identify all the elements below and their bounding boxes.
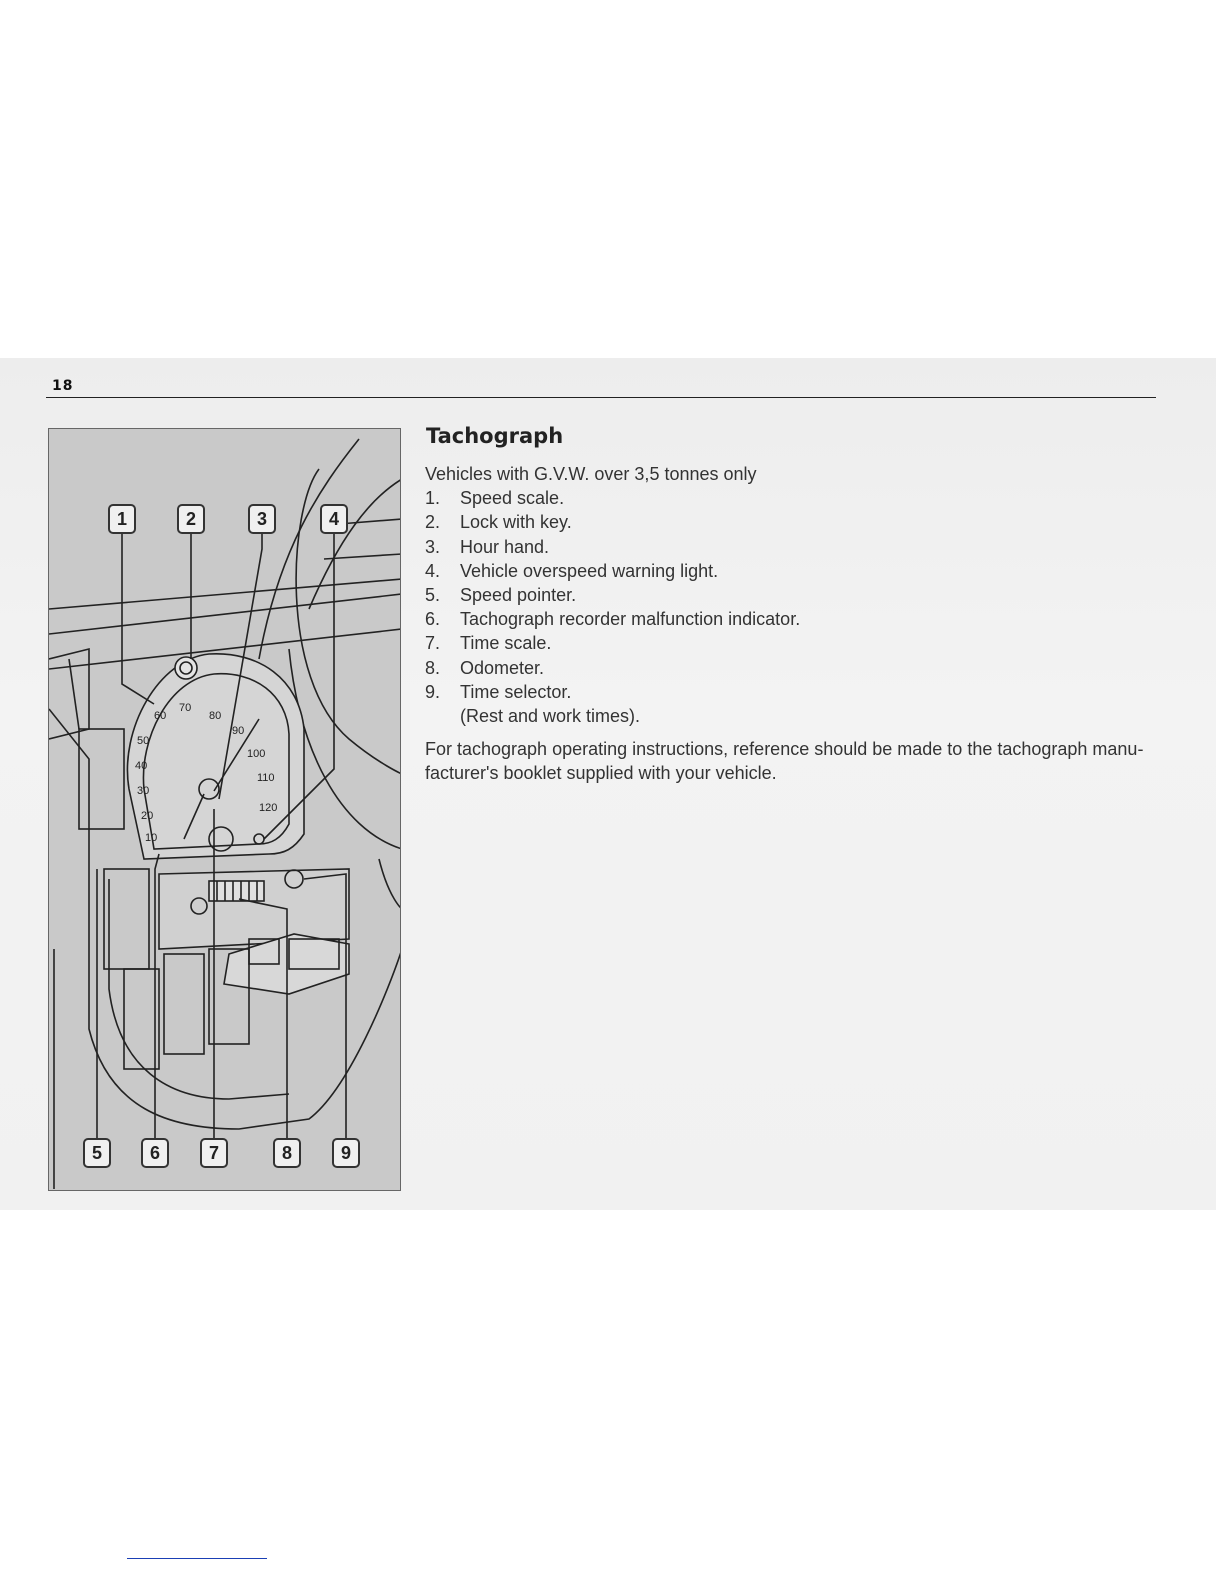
item-number: 6. [425, 609, 441, 630]
dial-label: 100 [247, 748, 266, 760]
item-text: Odometer. [460, 657, 545, 678]
page-number: 18 [52, 378, 74, 394]
item-number: 8. [425, 657, 441, 678]
component-list [425, 486, 1165, 704]
callout-4: 4 [320, 504, 348, 534]
callout-8: 8 [273, 1138, 301, 1168]
callout-6: 6 [141, 1138, 169, 1168]
header-rule [46, 397, 1156, 398]
item-text: Speed pointer. [460, 585, 577, 606]
list-item [425, 535, 1165, 559]
callout-3: 3 [248, 504, 276, 534]
item-text: Vehicle overspeed warning light. [460, 560, 719, 581]
section-body [425, 462, 1165, 786]
dial-label: 90 [232, 725, 245, 737]
item-number: 7. [425, 633, 441, 654]
item-number: 2. [425, 512, 441, 533]
item-number: 5. [425, 585, 441, 606]
callout-1: 1 [108, 504, 136, 534]
dial-label: 10 [145, 832, 158, 844]
dial-label: 60 [154, 710, 167, 722]
tachograph-drawing [49, 429, 401, 1191]
item-text: Lock with key. [460, 512, 572, 533]
item-number: 9. [425, 681, 441, 702]
callout-5: 5 [83, 1138, 111, 1168]
list-item [425, 607, 1165, 631]
list-item [425, 510, 1165, 534]
callout-9: 9 [332, 1138, 360, 1168]
dial-label: 20 [141, 810, 154, 822]
instructions-paragraph: For tachograph operating instructions, reference should be made to the tachograph manu-facturer's booklet supplied with your vehicle. [425, 739, 1144, 784]
list-item [425, 631, 1165, 655]
dial-label: 50 [137, 735, 150, 747]
tachograph-illustration [48, 428, 401, 1191]
item-text: Speed scale. [460, 488, 565, 509]
dial-label: 70 [179, 702, 192, 714]
section-title: Tachograph [426, 424, 564, 448]
item-number: 3. [425, 536, 441, 557]
item-note: (Rest and work times). [460, 706, 641, 727]
list-item [425, 583, 1165, 607]
item-text: Tachograph recorder malfunction indicator. [460, 609, 801, 630]
list-item [425, 559, 1165, 583]
dial-label: 120 [259, 802, 278, 814]
footer-line [127, 1558, 267, 1559]
dial-label: 30 [137, 785, 150, 797]
item-text: Time scale. [460, 633, 552, 654]
dial-label: 40 [135, 760, 148, 772]
item-text: Time selector. [460, 681, 572, 702]
item-number: 1. [425, 488, 441, 509]
dial-label: 110 [257, 772, 275, 784]
callout-7: 7 [200, 1138, 228, 1168]
item-number: 4. [425, 560, 441, 581]
item-text: Hour hand. [460, 536, 550, 557]
dial-label: 80 [209, 710, 222, 722]
callout-2: 2 [177, 504, 205, 534]
intro-text: Vehicles with G.V.W. over 3,5 tonnes only [425, 464, 757, 484]
list-item [425, 486, 1165, 510]
list-item [425, 656, 1165, 680]
list-item [425, 680, 1165, 704]
